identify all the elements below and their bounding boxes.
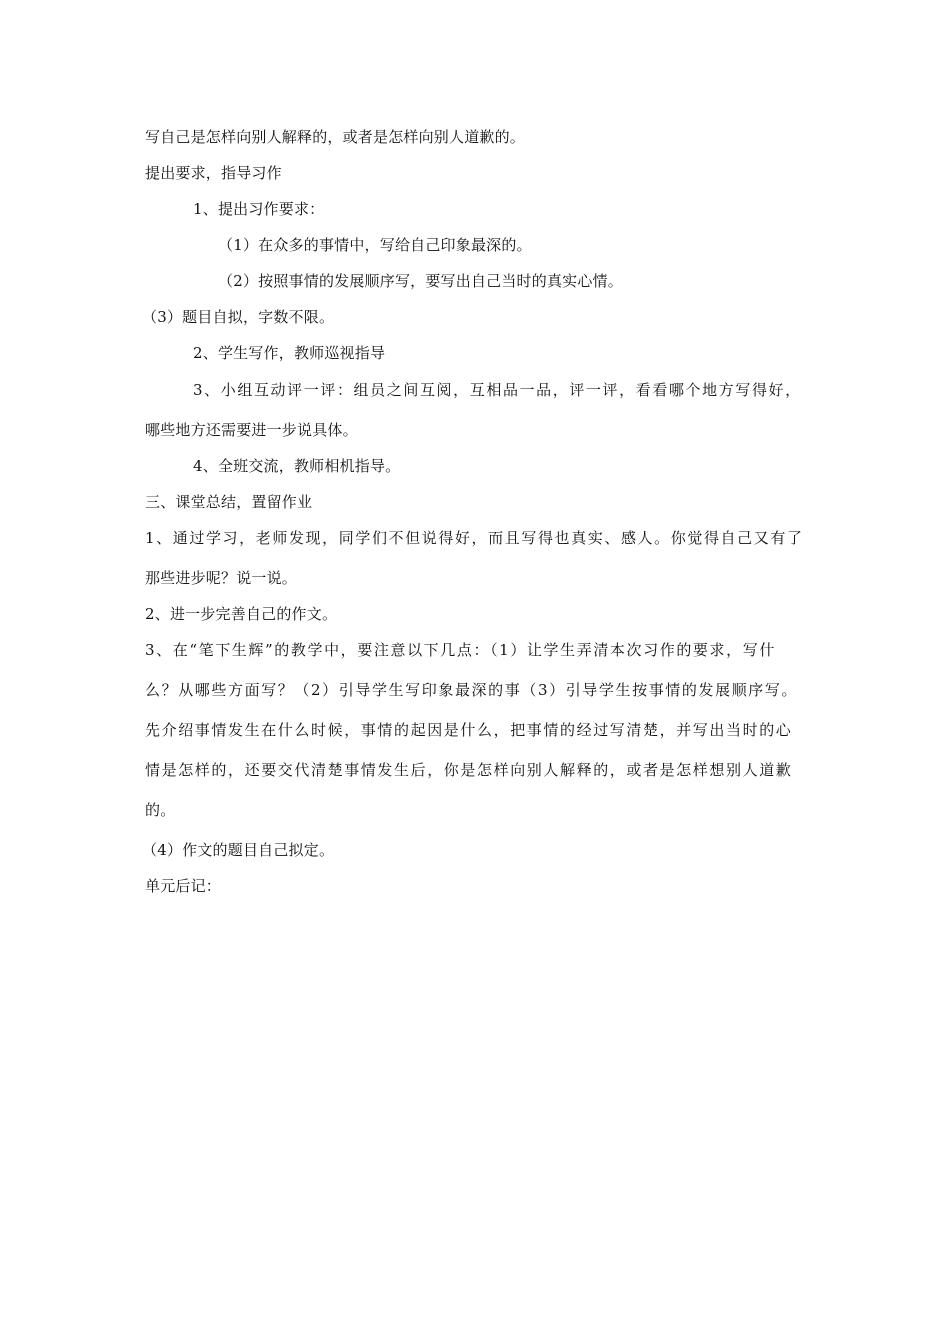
list-item: 4、全班交流，教师相机指导。 [193,457,401,475]
text-line: 先介绍事情发生在什么时候，事情的起因是什么，把事情的经过写清楚，并写出当时的心 [145,721,793,739]
list-item: 1、提出习作要求： [193,200,325,218]
list-item: （4）作文的题目自己拟定。 [142,841,335,859]
list-item: （3）题目自拟，字数不限。 [142,308,335,326]
list-item: 3、在“笔下生辉”的教学中，要注意以下几点：（1）让学生弄清本次习作的要求，写什 [145,641,776,659]
section-heading: 提出要求，指导习作 [145,164,282,182]
text-line: 哪些地方还需要进一步说具体。 [145,421,358,439]
text-line: 情是怎样的，还要交代清楚事情发生后，你是怎样向别人解释的，或者是怎样想别人道歉 [145,761,793,779]
section-heading: 三、课堂总结，置留作业 [145,493,313,511]
list-item: 2、学生写作，教师巡视指导 [193,344,386,362]
list-item: 1、通过学习，老师发现，同学们不但说得好，而且写得也真实、感人。你觉得自己又有了 [145,529,804,547]
text-line: 么？从哪些方面写？（2）引导学生写印象最深的事（3）引导学生按事情的发展顺序写。 [145,681,799,699]
list-item: 3、小组互动评一评：组员之间互阅，互相品一品，评一评，看看哪个地方写得好， [193,381,802,399]
list-item: 2、进一步完善自己的作文。 [145,605,338,623]
section-heading: 单元后记： [145,877,222,895]
list-item: （2）按照事情的发展顺序写，要写出自己当时的真实心情。 [218,272,623,290]
list-item: （1）在众多的事情中，写给自己印象最深的。 [218,236,532,254]
text-line: 那些进步呢？说一说。 [145,569,298,587]
text-line: 写自己是怎样向别人解释的，或者是怎样向别人道歉的。 [145,128,526,146]
text-line: 的。 [145,801,176,819]
